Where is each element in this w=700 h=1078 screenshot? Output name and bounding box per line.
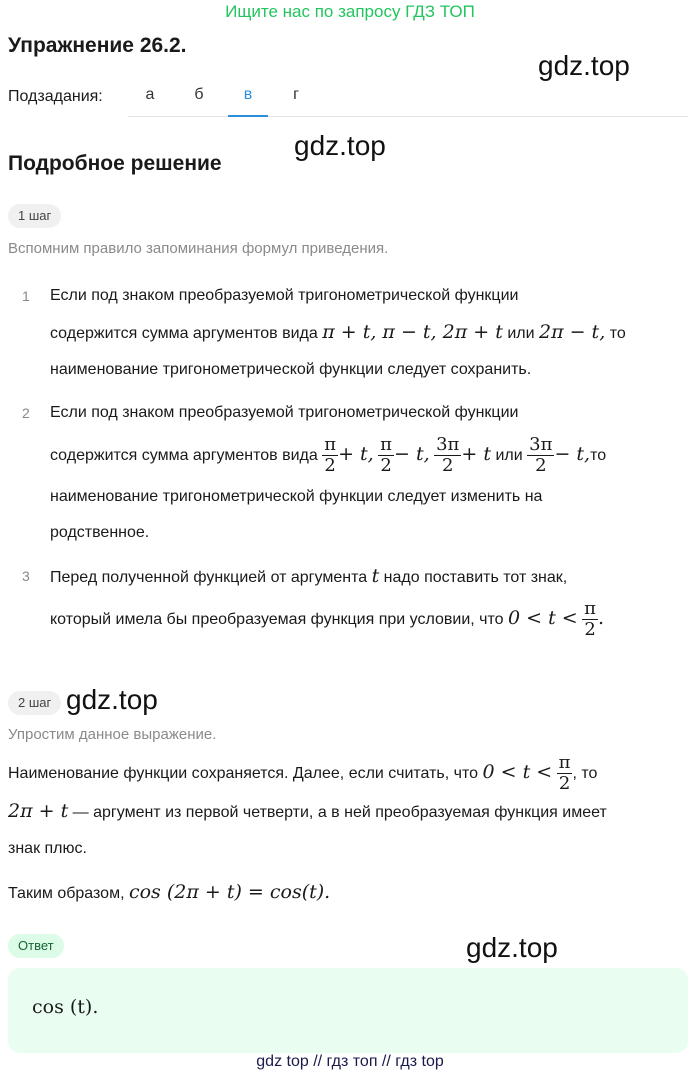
rule-number: 1 [22,288,30,304]
rule-item [22,278,692,388]
rule-number: 3 [22,568,30,584]
watermark: gdz.top [66,684,158,715]
tab-g[interactable]: г [293,86,299,103]
rule-text: Перед полученной функцией от аргумента t надо поставить тот знак, который имела бы преобразуемая функция при условии, что 0 < t < $\frac{\pi}{2}$ . [50,565,605,641]
tab-a[interactable]: а [145,86,155,103]
solution-paragraph: знак плюс. [8,840,87,857]
step-badge: 1 шаг [8,204,61,228]
rule-text: Если под знаком преобразуемой тригонометрической функции содержится сумма аргументов вида π + t, π − t, 2π + t или 2π − t, то наименование тригонометрической функции следует сохранить. [50,287,626,378]
answer-value: cos (t). [32,996,99,1018]
solution-paragraph: Наименование функции сохраняется. Далее, если считать, что 0 < t < $\frac{\pi}{2}$ , то [8,752,598,795]
watermark: gdz.top [538,50,630,81]
step-intro: Упростим данное выражение. [8,726,217,743]
rule-text: Если под знаком преобразуемой тригонометрической функции содержится сумма аргументов вида $\frac{\pi}{2}$ + t, $\frac{\pi}{2}$ − t, $\frac{3\pi}{2}$ + t или $\frac{3\pi}{2}$ − t,то наименование тригонометрической функции следует изменить на родственное. [50,404,607,541]
rule-item [22,395,692,551]
footer-links[interactable]: gdz top // гдз топ // гдз top [256,1053,444,1070]
subtasks-label: Подзадания: [8,88,103,105]
exercise-title: Упражнение 26.2. [8,34,187,57]
promo-banner[interactable]: Ищите нас по запросу ГДЗ ТОП [225,2,475,21]
subtask-tabs [128,78,688,117]
solution-conclusion: Таким образом, cos (2π + t) = cos(t). [8,881,331,903]
step-intro: Вспомним правило запоминания формул приведения. [8,240,389,257]
watermark: gdz.top [466,932,558,963]
answer-box [8,968,688,1053]
solution-heading: Подробное решение [8,152,222,175]
tab-v[interactable]: в [228,86,268,104]
watermark: gdz.top [294,130,386,161]
solution-paragraph: 2π + t — аргумент из первой четверти, а в ней преобразуемая функция имеет [8,800,607,822]
answer-badge: Ответ [8,934,64,958]
rule-number: 2 [22,405,30,421]
step-badge: 2 шаг [8,691,61,715]
rule-item [22,558,692,642]
tab-b[interactable]: б [194,86,204,103]
